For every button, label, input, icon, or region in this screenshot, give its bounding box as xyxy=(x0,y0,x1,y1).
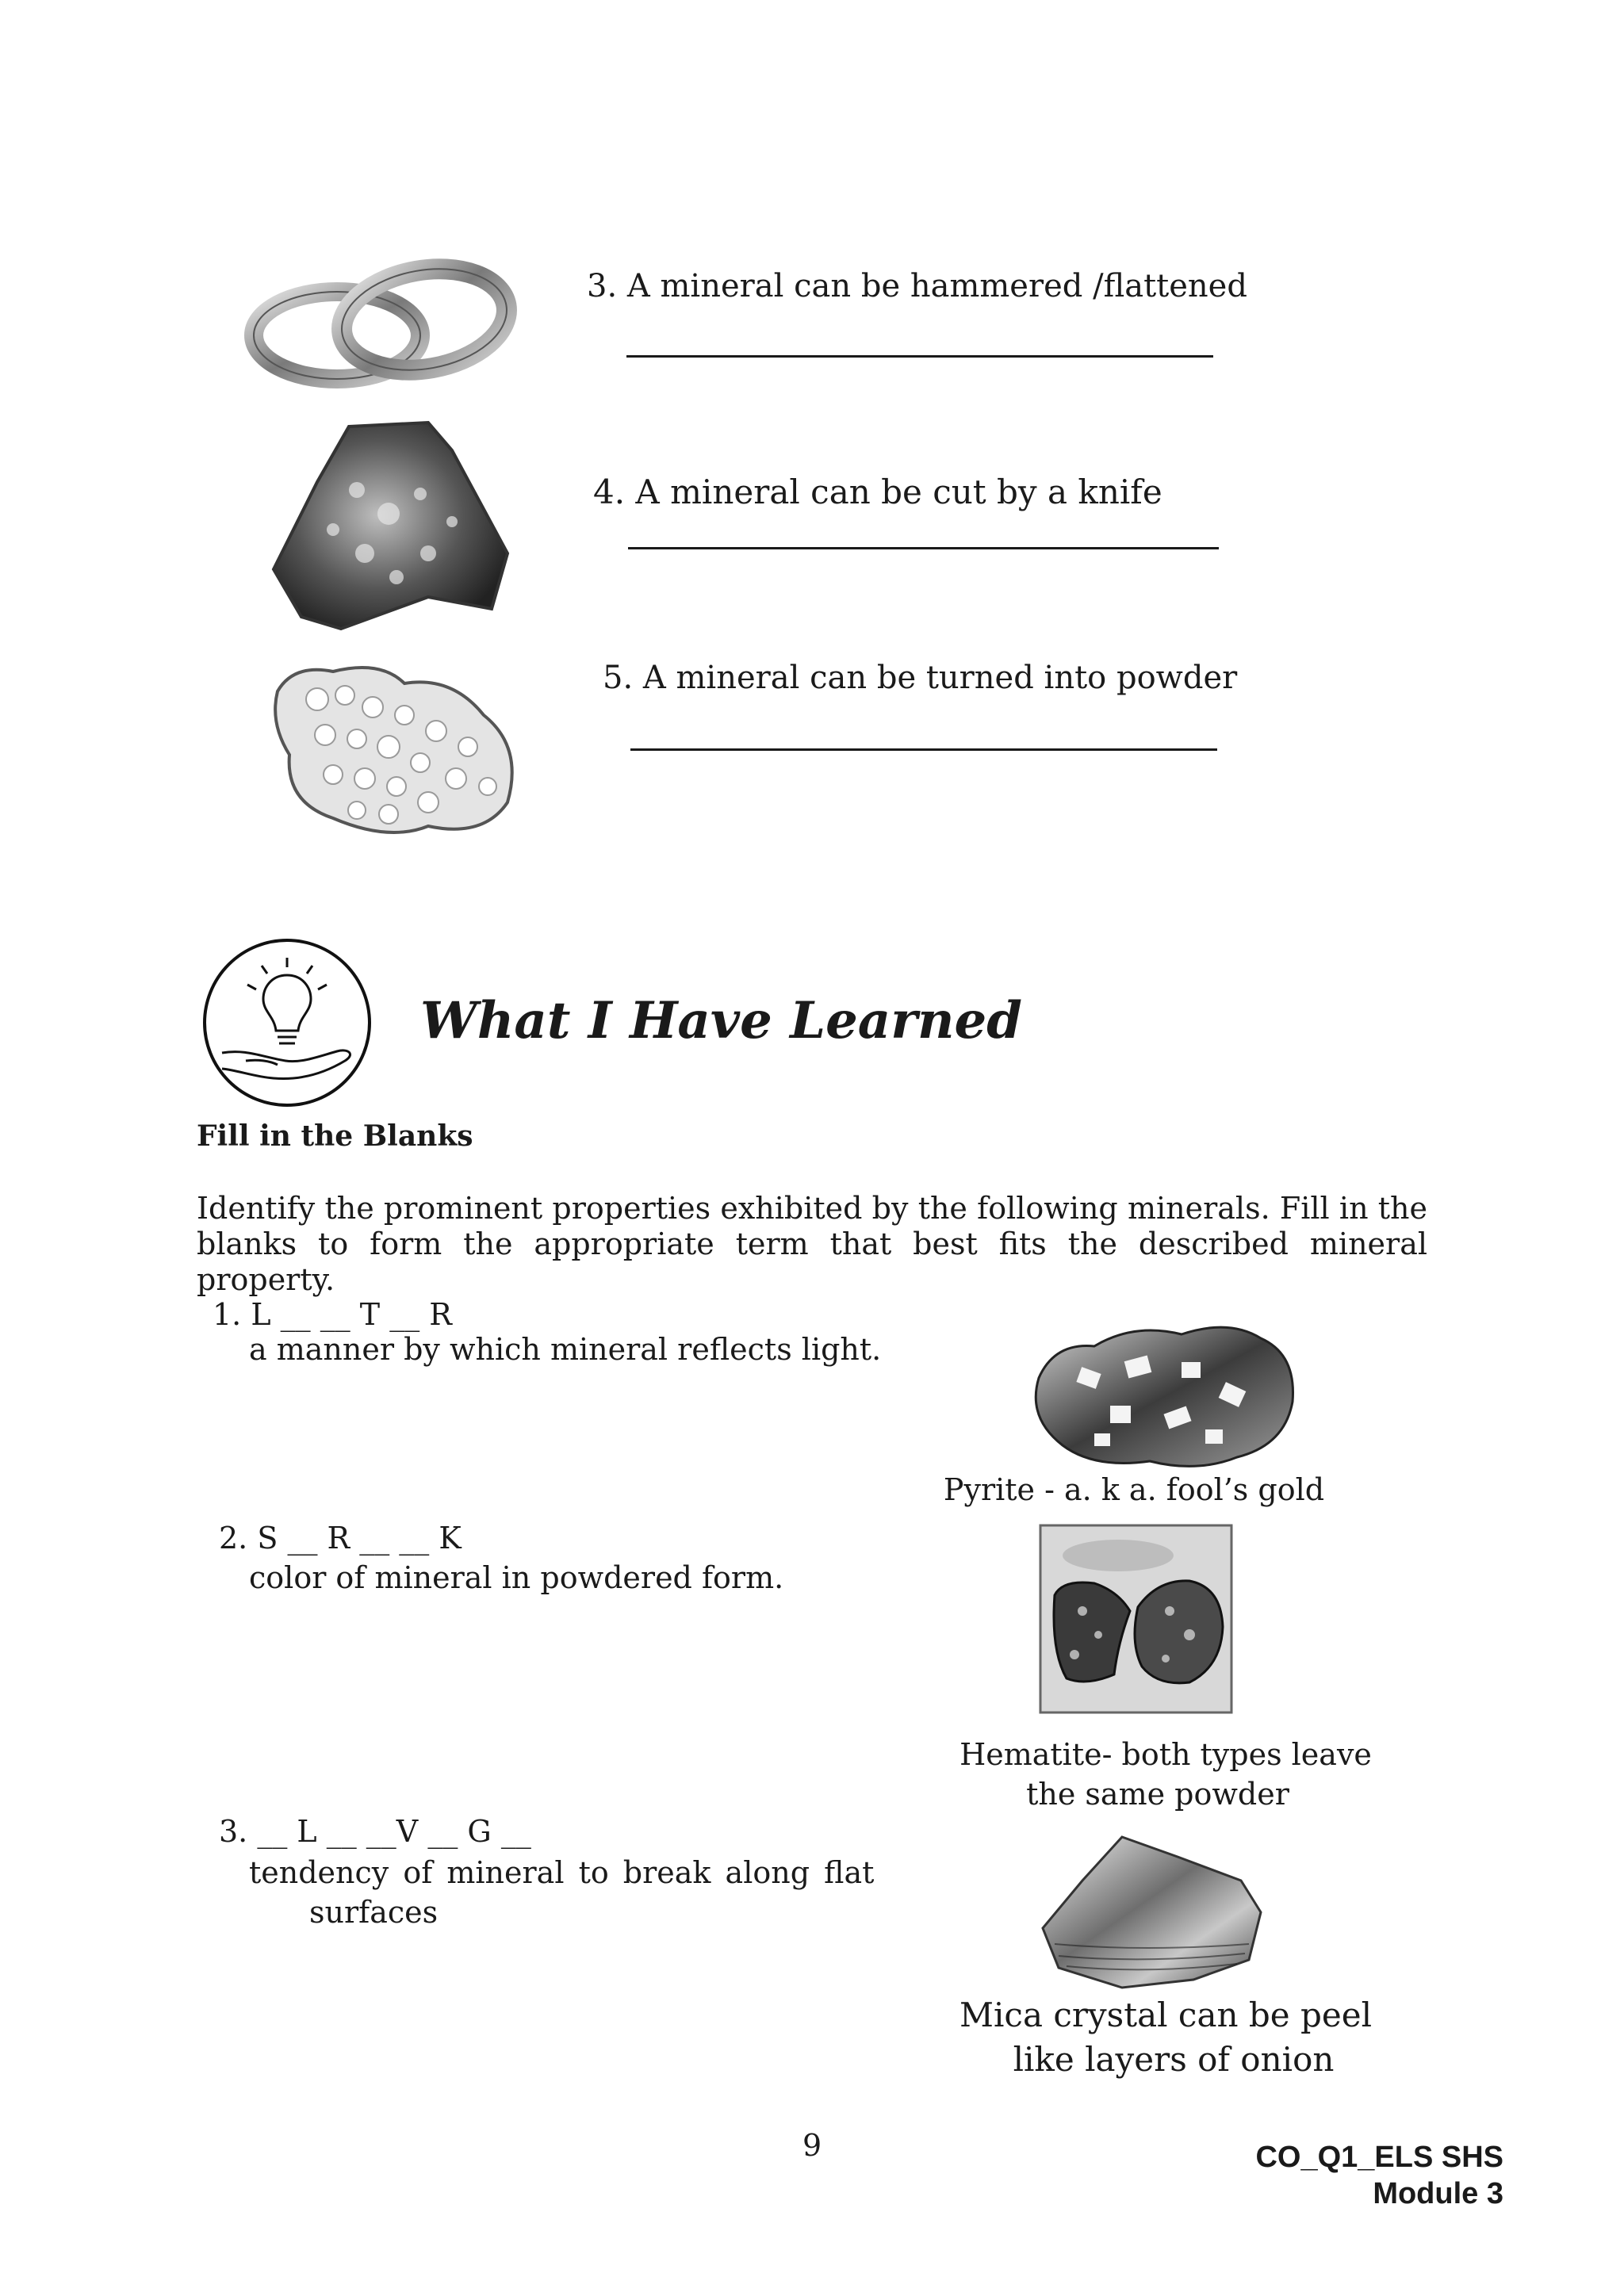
mica-caption-line1: Mica crystal can be peel xyxy=(959,1996,1373,2034)
question-3-term: 3. __ L __ __V __ G __ xyxy=(219,1814,531,1849)
wedding-rings-image xyxy=(238,252,523,395)
item-4-text: 4. A mineral can be cut by a knife xyxy=(593,473,1162,511)
question-1-term: 1. L __ __ T __ R xyxy=(213,1297,452,1332)
question-2-term: 2. S __ R __ __ K xyxy=(219,1521,462,1556)
question-2-definition: color of mineral in powdered form. xyxy=(249,1560,784,1595)
hematite-caption-line1: Hematite- both types leave xyxy=(959,1737,1372,1772)
mica-caption-line2: like layers of onion xyxy=(1013,2040,1335,2079)
item-3-answer-line[interactable] xyxy=(626,355,1213,358)
pyrite-image xyxy=(1023,1314,1304,1473)
hematite-caption-line2: the same powder xyxy=(1026,1777,1289,1812)
item-5-answer-line[interactable] xyxy=(630,748,1217,751)
item-3-text: 3. A mineral can be hammered /flattened xyxy=(587,268,1247,304)
mica-image xyxy=(1035,1833,1265,1992)
question-3-definition-line2: surfaces xyxy=(309,1895,439,1930)
module-code-line2: Module 3 xyxy=(1373,2177,1503,2210)
section-subheading: Fill in the Blanks xyxy=(197,1119,473,1153)
question-1-definition: a manner by which mineral reflects light. xyxy=(249,1332,882,1367)
pyrite-caption: Pyrite - a. k a. fool’s gold xyxy=(943,1472,1325,1507)
section-title: What I Have Learned xyxy=(420,991,1022,1050)
section-instructions: Identify the prominent properties exhibited by the following minerals. Fill in the blanks to form the appropriate term that best fits the described mineral property. xyxy=(197,1191,1427,1297)
item-5-text: 5. A mineral can be turned into powder xyxy=(603,660,1238,696)
crystalline-mineral-image xyxy=(270,660,527,842)
lightbulb-hand-icon xyxy=(198,934,381,1108)
question-3-definition-line1: tendency of mineral to break along flat xyxy=(249,1855,875,1890)
page-number: 9 xyxy=(802,2128,822,2163)
dark-mineral-image xyxy=(270,419,515,631)
hematite-image xyxy=(1039,1524,1233,1714)
module-code-line1: CO_Q1_ELS SHS xyxy=(1255,2141,1503,2174)
item-4-answer-line[interactable] xyxy=(628,547,1219,549)
